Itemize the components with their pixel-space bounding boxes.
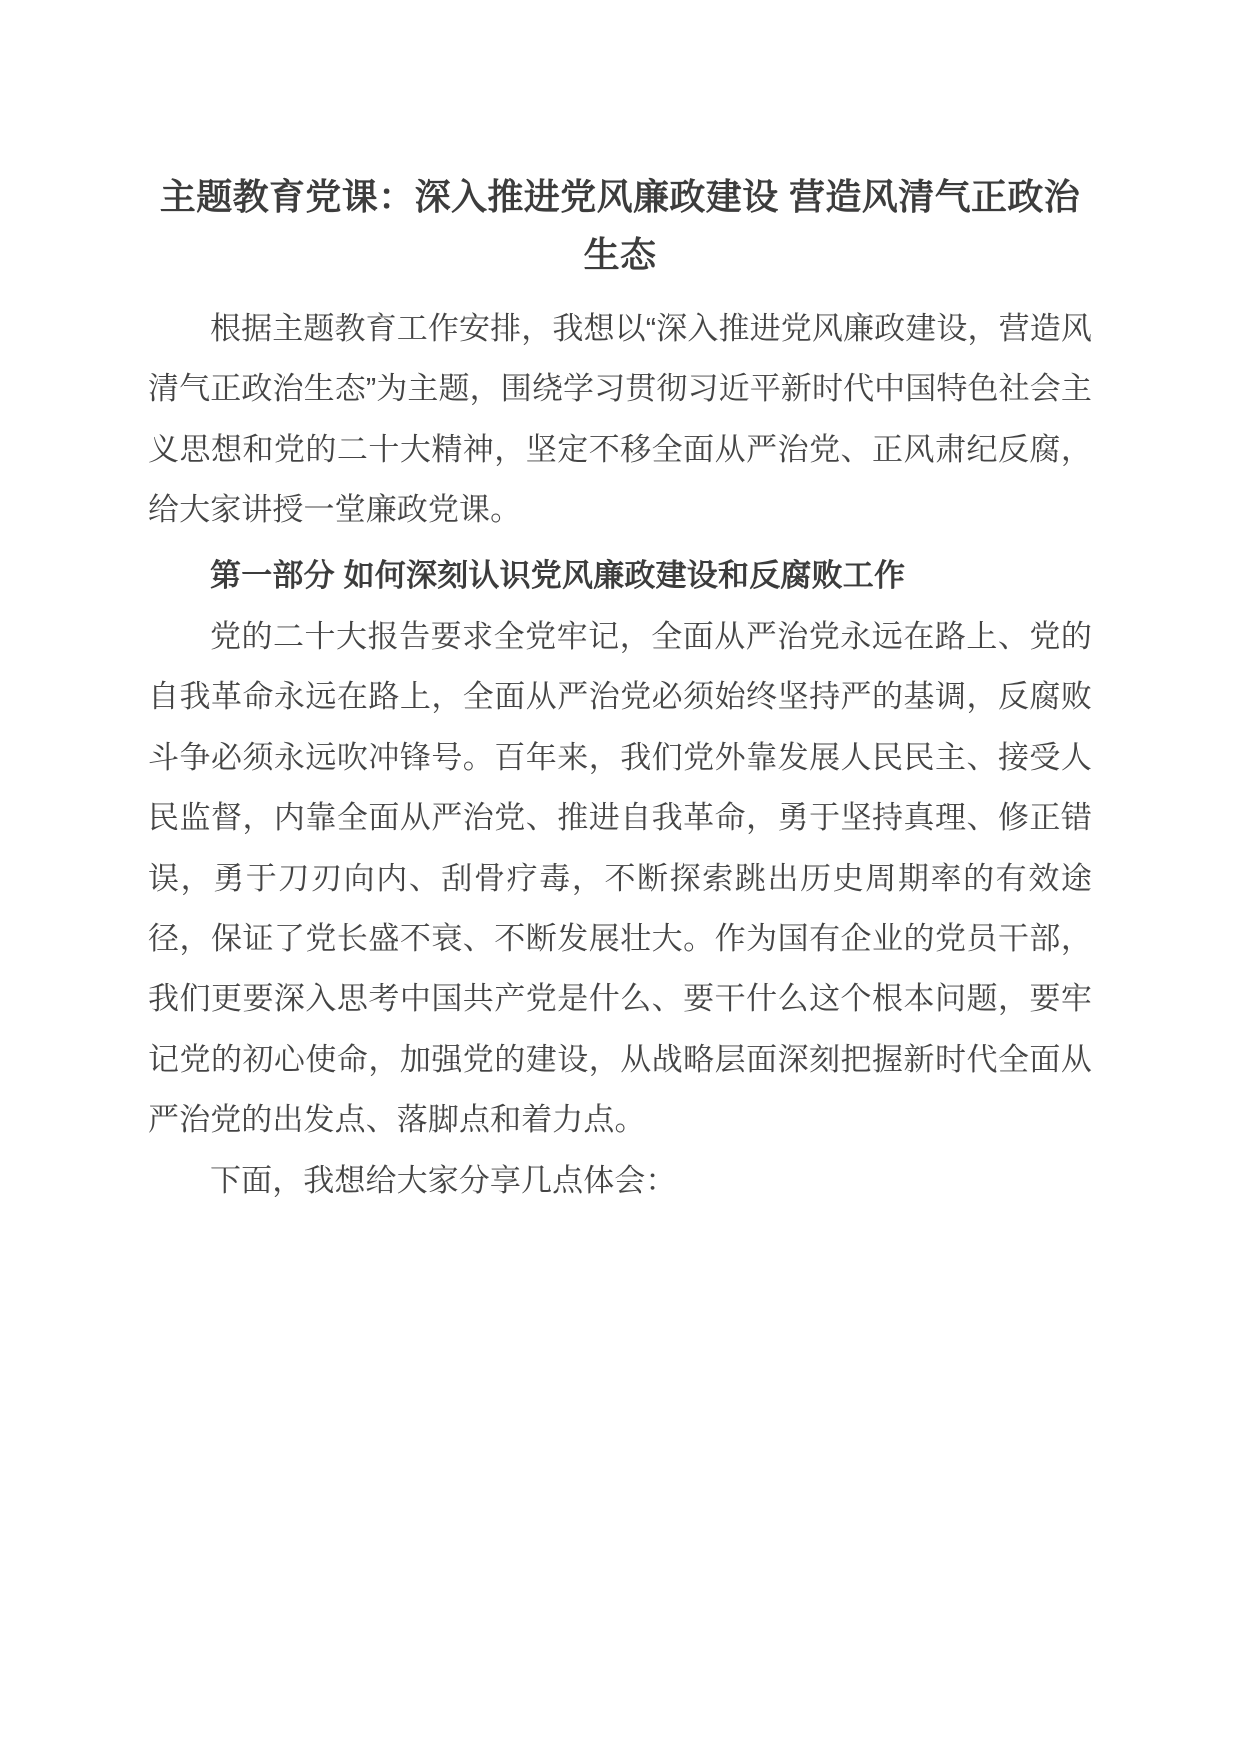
page-title-text: 主题教育党课：深入推进党风廉政建设 营造风清气正政治生态 (159, 176, 1081, 276)
paragraph-part-one-body: 党的二十大报告要求全党牢记，全面从严治党永远在路上、党的自我革命永远在路上，全面从严治党必须始终坚持严的基调，反腐败斗争必须永远吹冲锋号。百年来，我们党外靠发展人民民主、接受人民监督，内靠全面从严治党、推进自我革命，勇于坚持真理、修正错误，勇于刀刃向内、刮骨疗毒，不断探索跳出历史周期率的有效途径，保证了党长盛不衰、不断发展壮大。作为国有企业的党员干部，我们更要深入思考中国共产党是什么、要干什么这个根本问题，要牢记党的初心使命，加强党的建设，从战略层面深刻把握新时代全面从严治党的出发点、落脚点和着力点。 (148, 618, 1092, 1138)
page-title (148, 168, 1092, 285)
paragraph-closing: 下面，我想给大家分享几点体会： (210, 1162, 677, 1198)
paragraph-intro: 根据主题教育工作安排，我想以“深入推进党风廉政建设，营造风清气正政治生态”为主题，围绕学习贯彻习近平新时代中国特色社会主义思想和党的二十大精神，坚定不移全面从严治党、正风肃纪反腐，给大家讲授一堂廉政党课。 (148, 310, 1092, 527)
section-heading-part-one: 第一部分 如何深刻认识党风廉政建设和反腐败工作 (210, 558, 906, 594)
